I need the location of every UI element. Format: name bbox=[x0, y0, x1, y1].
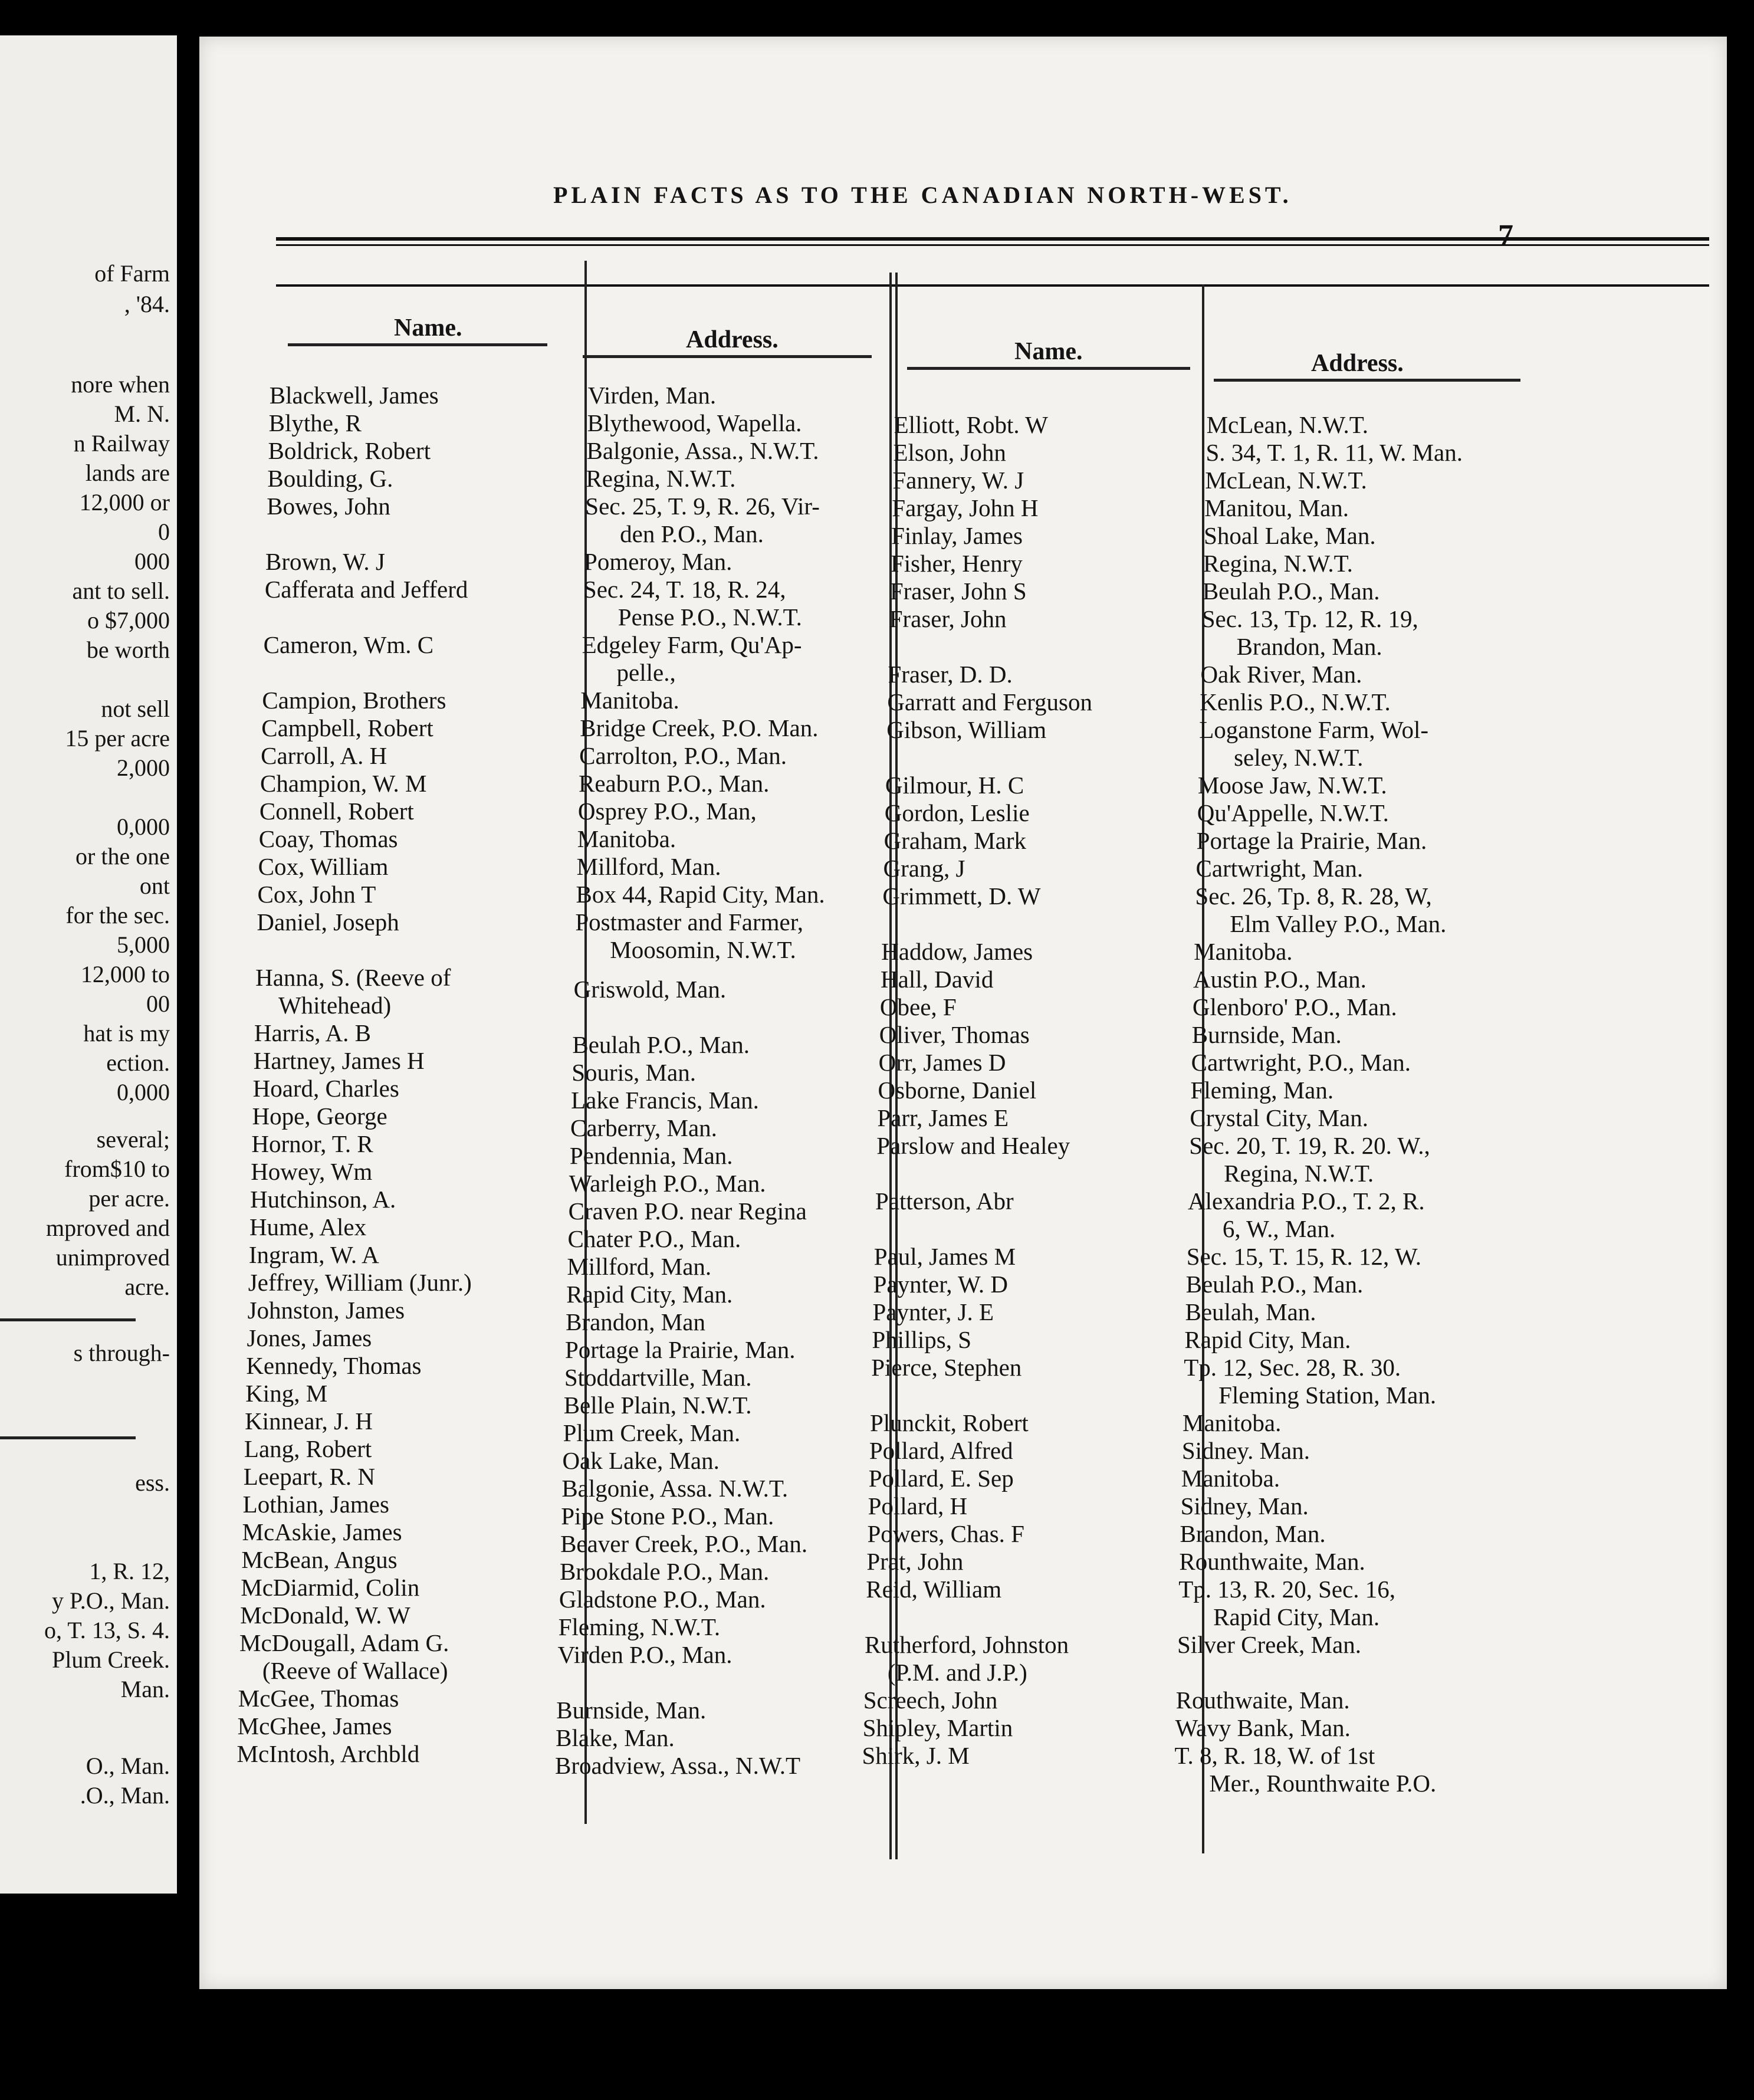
entry-name: Obee, F bbox=[879, 993, 957, 1021]
header-rule-thin bbox=[276, 244, 1709, 246]
facing-page-fragment bbox=[0, 35, 177, 1894]
entry-name: Shipley, Martin bbox=[862, 1714, 1013, 1741]
entry-name: Finlay, James bbox=[891, 522, 1023, 549]
entry-name: Johnston, James bbox=[247, 1297, 405, 1324]
entry-name: Kinnear, J. H bbox=[245, 1407, 373, 1435]
facing-page-text: or the one bbox=[75, 843, 170, 869]
document-page bbox=[199, 37, 1727, 1989]
facing-page-text: M. N. bbox=[114, 401, 170, 427]
facing-page-text: y P.O., Man. bbox=[51, 1587, 170, 1614]
entry-address: Moose Jaw, N.W.T. bbox=[1197, 772, 1387, 799]
entry-name: Hoard, Charles bbox=[252, 1075, 399, 1102]
entry-address: Tp. 12, Sec. 28, R. 30. bbox=[1184, 1354, 1401, 1381]
facing-page-text: ant to sell. bbox=[72, 578, 170, 604]
entry-name: Grimmett, D. W bbox=[882, 882, 1041, 910]
entry-address: Osprey P.O., Man, bbox=[577, 798, 757, 825]
entry-address: Silver Creek, Man. bbox=[1177, 1631, 1361, 1658]
entry-address: Sec. 20, T. 19, R. 20. W., bbox=[1189, 1132, 1430, 1159]
entry-address: Pense P.O., N.W.T. bbox=[617, 603, 802, 631]
col-head-address-left: Address. bbox=[686, 326, 779, 353]
facing-page-text: Plum Creek. bbox=[52, 1646, 170, 1673]
entry-name: Hume, Alex bbox=[249, 1213, 367, 1241]
entry-address: Pipe Stone P.O., Man. bbox=[561, 1502, 774, 1530]
entry-name: Coay, Thomas bbox=[258, 825, 398, 852]
entry-address: Austin P.O., Man. bbox=[1193, 966, 1367, 993]
entry-name: Patterson, Abr bbox=[875, 1187, 1014, 1215]
entry-address: Qu'Appelle, N.W.T. bbox=[1197, 799, 1389, 826]
entry-address: Burnside, Man. bbox=[556, 1697, 707, 1724]
entry-address: Warleigh P.O., Man. bbox=[569, 1170, 766, 1197]
entry-address: Beaver Creek, P.O., Man. bbox=[560, 1530, 808, 1557]
entry-address: Portage la Prairie, Man. bbox=[1196, 827, 1427, 854]
entry-name: Connell, Robert bbox=[259, 798, 414, 825]
entry-name: Fargay, John H bbox=[892, 494, 1039, 521]
facing-page-text: for the sec. bbox=[65, 902, 170, 928]
facing-page-text: of Farm bbox=[94, 260, 170, 287]
entry-address: Beulah P.O., Man. bbox=[572, 1031, 750, 1058]
entry-address: Stoddartville, Man. bbox=[564, 1364, 752, 1391]
facing-page-text: .O., Man. bbox=[80, 1782, 170, 1809]
entry-name: Hanna, S. (Reeve of bbox=[255, 964, 451, 991]
entry-address: Beulah P.O., Man. bbox=[1185, 1271, 1364, 1298]
facing-page-text: ess. bbox=[135, 1469, 170, 1496]
facing-page-text: lands are bbox=[85, 460, 170, 486]
entry-address: Edgeley Farm, Qu'Ap- bbox=[582, 631, 802, 658]
entry-address: Wavy Bank, Man. bbox=[1175, 1714, 1351, 1741]
facing-page-text: unimproved bbox=[55, 1244, 170, 1271]
entry-address: Millford, Man. bbox=[567, 1253, 712, 1280]
entry-name: Parslow and Healey bbox=[876, 1132, 1070, 1159]
entry-address: Millford, Man. bbox=[576, 853, 721, 880]
entry-address: Regina, N.W.T. bbox=[586, 465, 736, 492]
entry-name: Ingram, W. A bbox=[248, 1241, 379, 1268]
entry-address: Gladstone P.O., Man. bbox=[559, 1586, 766, 1613]
entry-address: Oak River, Man. bbox=[1200, 661, 1362, 688]
entry-name: Shirk, J. M bbox=[862, 1742, 970, 1769]
entry-name: Hutchinson, A. bbox=[250, 1186, 396, 1213]
column-head-rule bbox=[276, 284, 1709, 287]
entry-name: Bowes, John bbox=[267, 493, 390, 520]
entry-name: McGee, Thomas bbox=[238, 1685, 399, 1712]
entry-address: Moosomin, N.W.T. bbox=[610, 936, 796, 963]
entry-name: Gibson, William bbox=[886, 716, 1047, 743]
facing-page-text: n Railway bbox=[73, 430, 170, 457]
entry-name: Lothian, James bbox=[242, 1491, 389, 1518]
entry-address: Kenlis P.O., N.W.T. bbox=[1200, 688, 1391, 716]
entry-address: Reaburn P.O., Man. bbox=[579, 770, 770, 797]
entry-address: Plum Creek, Man. bbox=[563, 1419, 741, 1446]
entry-name: King, M bbox=[245, 1380, 328, 1407]
entry-name: Gordon, Leslie bbox=[884, 799, 1030, 826]
entry-name: Campion, Brothers bbox=[262, 687, 446, 714]
entry-name: Fraser, John S bbox=[889, 578, 1027, 605]
entry-name: McDonald, W. W bbox=[240, 1602, 410, 1629]
facing-page-text: 000 bbox=[134, 548, 170, 575]
entry-address: Burnside, Man. bbox=[1191, 1021, 1342, 1048]
facing-page-text: mproved and bbox=[46, 1215, 170, 1241]
entry-address: Fleming, N.W.T. bbox=[558, 1613, 721, 1640]
entry-name: Orr, James D bbox=[878, 1049, 1006, 1076]
entry-name: Graham, Mark bbox=[883, 827, 1027, 854]
entry-address: Rapid City, Man. bbox=[1184, 1326, 1351, 1353]
entry-name: Fraser, John bbox=[889, 605, 1007, 632]
entry-address: Cartwright, P.O., Man. bbox=[1191, 1049, 1411, 1076]
entry-address: den P.O., Man. bbox=[620, 520, 764, 547]
facing-page-text: 5,000 bbox=[117, 931, 170, 958]
entry-name: Blythe, R bbox=[268, 409, 362, 437]
entry-address: Manitoba. bbox=[580, 687, 679, 714]
facing-page-text: 0 bbox=[158, 519, 170, 545]
entry-name: Cox, William bbox=[258, 853, 389, 880]
entry-name: Pollard, Alfred bbox=[869, 1437, 1013, 1464]
entry-name: (P.M. and J.P.) bbox=[887, 1659, 1027, 1686]
facing-page-text: per acre. bbox=[88, 1185, 170, 1212]
entry-address: Elm Valley P.O., Man. bbox=[1230, 910, 1447, 937]
entry-name: Boldrick, Robert bbox=[268, 437, 431, 464]
entry-address: McLean, N.W.T. bbox=[1205, 467, 1367, 494]
facing-page-text: acre. bbox=[124, 1274, 170, 1300]
entry-address: Lake Francis, Man. bbox=[571, 1087, 759, 1114]
entry-name: (Reeve of Wallace) bbox=[262, 1657, 448, 1684]
entry-address: Sidney. Man. bbox=[1181, 1437, 1310, 1464]
entry-address: Fleming, Man. bbox=[1190, 1077, 1334, 1104]
entry-address: Griswold, Man. bbox=[573, 976, 727, 1003]
entry-address: Blythewood, Wapella. bbox=[587, 409, 802, 437]
entry-name: Howey, Wm bbox=[251, 1158, 373, 1185]
entry-address: Manitoba. bbox=[1182, 1409, 1282, 1436]
entry-address: Postmaster and Farmer, bbox=[575, 908, 803, 936]
entry-address: Virden, Man. bbox=[587, 382, 717, 409]
entry-name: Cameron, Wm. C bbox=[263, 631, 434, 658]
entry-address: T. 8, R. 18, W. of 1st bbox=[1174, 1742, 1375, 1769]
page-number: 7 bbox=[1498, 219, 1513, 252]
entry-address: Craven P.O. near Regina bbox=[568, 1197, 807, 1225]
entry-name: McBean, Angus bbox=[241, 1546, 398, 1573]
facing-page-text: Man. bbox=[120, 1676, 170, 1702]
entry-name: Kennedy, Thomas bbox=[246, 1352, 422, 1379]
entry-name: Pollard, H bbox=[868, 1492, 968, 1520]
entry-address: Tp. 13, R. 20, Sec. 16, bbox=[1178, 1576, 1396, 1603]
entry-address: S. 34, T. 1, R. 11, W. Man. bbox=[1206, 439, 1463, 466]
entry-name: McGhee, James bbox=[237, 1712, 392, 1740]
entry-name: Reid, William bbox=[866, 1576, 1002, 1603]
entry-address: McLean, N.W.T. bbox=[1206, 411, 1368, 438]
facing-page-text: 0,000 bbox=[117, 813, 170, 840]
entry-address: Bridge Creek, P.O. Man. bbox=[580, 714, 819, 741]
facing-page-text: 15 per acre bbox=[65, 725, 170, 752]
entry-address: Routhwaite, Man. bbox=[1175, 1686, 1350, 1714]
entry-name: McDougall, Adam G. bbox=[239, 1629, 449, 1656]
entry-name: Prat, John bbox=[866, 1548, 964, 1575]
entry-name: Garratt and Ferguson bbox=[887, 688, 1092, 716]
facing-page-text: o $7,000 bbox=[87, 607, 170, 634]
facing-page-text: 2,000 bbox=[117, 754, 170, 781]
entry-name: Parr, James E bbox=[877, 1104, 1009, 1131]
entry-address: Balgonie, Assa., N.W.T. bbox=[586, 437, 819, 464]
entry-address: Rapid City, Man. bbox=[566, 1281, 733, 1308]
entry-name: Champion, W. M bbox=[260, 770, 427, 797]
entry-address: Sec. 13, Tp. 12, R. 19, bbox=[1201, 605, 1418, 632]
entry-name: Powers, Chas. F bbox=[867, 1520, 1024, 1547]
entry-name: Osborne, Daniel bbox=[878, 1077, 1037, 1104]
entry-name: Hall, David bbox=[881, 966, 994, 993]
entry-name: Jones, James bbox=[247, 1324, 372, 1351]
entry-name: Campbell, Robert bbox=[261, 714, 433, 741]
entry-address: Brandon, Man bbox=[566, 1308, 705, 1336]
col-head-address-right: Address. bbox=[1311, 350, 1404, 377]
entry-address: Glenboro' P.O., Man. bbox=[1192, 993, 1397, 1021]
entry-address: Souris, Man. bbox=[571, 1059, 696, 1086]
entry-address: Shoal Lake, Man. bbox=[1204, 522, 1376, 549]
entry-name: Fisher, Henry bbox=[890, 550, 1023, 577]
entry-name: Leepart, R. N bbox=[243, 1463, 375, 1490]
entry-address: seley, N.W.T. bbox=[1234, 744, 1364, 771]
facing-page-text: , '84. bbox=[124, 291, 170, 317]
entry-name: McDiarmid, Colin bbox=[241, 1574, 420, 1601]
entry-name: Cox, John T bbox=[257, 881, 376, 908]
entry-name: McIntosh, Archbld bbox=[237, 1740, 420, 1767]
entry-address: Rapid City, Man. bbox=[1213, 1603, 1380, 1630]
facing-page-text: o, T. 13, S. 4. bbox=[44, 1617, 170, 1643]
entry-name: Paul, James M bbox=[873, 1243, 1016, 1270]
entry-name: Screech, John bbox=[863, 1686, 998, 1714]
facing-page-text: not sell bbox=[101, 695, 170, 722]
entry-address: Carrolton, P.O., Man. bbox=[579, 742, 787, 769]
entry-address: Manitou, Man. bbox=[1204, 494, 1349, 521]
facing-page-text: s through- bbox=[73, 1340, 170, 1366]
entry-name: Blackwell, James bbox=[269, 382, 439, 409]
facing-page-text: 1, R. 12, bbox=[89, 1558, 170, 1584]
entry-address: pelle., bbox=[616, 659, 676, 686]
entry-name: Rutherford, Johnston bbox=[864, 1631, 1069, 1658]
facing-page-text: hat is my bbox=[83, 1020, 170, 1046]
entry-address: Brandon, Man. bbox=[1180, 1520, 1326, 1547]
entry-address: Manitoba. bbox=[1181, 1465, 1280, 1492]
facing-page-text: 0,000 bbox=[117, 1079, 170, 1105]
entry-name: Elliott, Robt. W bbox=[894, 411, 1048, 438]
entry-address: Oak Lake, Man. bbox=[562, 1447, 720, 1474]
entry-name: Fannery, W. J bbox=[892, 467, 1024, 494]
entry-address: Sec. 24, T. 18, R. 24, bbox=[583, 576, 786, 603]
entry-address: Chater P.O., Man. bbox=[567, 1225, 741, 1252]
entry-name: Carroll, A. H bbox=[261, 742, 387, 769]
entry-name: Gilmour, H. C bbox=[885, 772, 1024, 799]
entry-address: Regina, N.W.T. bbox=[1224, 1160, 1374, 1187]
entry-address: Broadview, Assa., N.W.T bbox=[555, 1752, 801, 1779]
facing-page-text: ont bbox=[139, 872, 170, 899]
facing-page-text: from$10 to bbox=[64, 1156, 170, 1182]
entry-address: Sec. 25, T. 9, R. 26, Vir- bbox=[585, 493, 820, 520]
entry-address: Fleming Station, Man. bbox=[1218, 1382, 1437, 1409]
entry-address: Brandon, Man. bbox=[1236, 633, 1382, 660]
entry-address: Blake, Man. bbox=[556, 1724, 675, 1751]
col-head-name-left: Name. bbox=[394, 314, 462, 342]
facing-page-text: several; bbox=[96, 1126, 170, 1153]
entry-name: Oliver, Thomas bbox=[879, 1021, 1030, 1048]
facing-page-text: be worth bbox=[86, 636, 170, 663]
entry-name: Whitehead) bbox=[278, 992, 392, 1019]
entry-name: Hartney, James H bbox=[253, 1047, 425, 1074]
entry-name: Cafferata and Jefferd bbox=[264, 576, 468, 603]
entry-name: Brown, W. J bbox=[265, 548, 385, 575]
entry-address: Cartwright, Man. bbox=[1195, 855, 1364, 882]
entry-address: Balgonie, Assa. N.W.T. bbox=[561, 1475, 789, 1502]
entry-name: Jeffrey, William (Junr.) bbox=[248, 1269, 472, 1296]
header-rule bbox=[276, 237, 1709, 241]
facing-page-text: 12,000 to bbox=[80, 961, 170, 987]
entry-address: Manitoba. bbox=[577, 825, 676, 852]
entry-name: Paynter, J. E bbox=[872, 1298, 994, 1325]
entry-name: Daniel, Joseph bbox=[257, 908, 399, 936]
entry-address: Sidney, Man. bbox=[1180, 1492, 1309, 1520]
facing-page-text: 00 bbox=[146, 990, 170, 1017]
facing-page-text: nore when bbox=[71, 371, 170, 398]
entry-name: Plunckit, Robert bbox=[869, 1409, 1029, 1436]
entry-name: McAskie, James bbox=[242, 1518, 402, 1546]
facing-page-text: O., Man. bbox=[86, 1753, 170, 1779]
entry-address: Loganstone Farm, Wol- bbox=[1199, 716, 1428, 743]
running-header: PLAIN FACTS AS TO THE CANADIAN NORTH-WEST. bbox=[553, 182, 1292, 208]
entry-address: Sec. 15, T. 15, R. 12, W. bbox=[1186, 1243, 1421, 1270]
entry-address: Beulah P.O., Man. bbox=[1202, 578, 1380, 605]
entry-address: Portage la Prairie, Man. bbox=[564, 1336, 796, 1363]
entry-address: Manitoba. bbox=[1194, 938, 1293, 965]
entry-name: Haddow, James bbox=[881, 938, 1033, 965]
entry-name: Grang, J bbox=[883, 855, 965, 882]
entry-address: Box 44, Rapid City, Man. bbox=[576, 881, 825, 908]
entry-address: Rounthwaite, Man. bbox=[1179, 1548, 1365, 1575]
entry-address: Virden P.O., Man. bbox=[557, 1641, 733, 1668]
entry-name: Fraser, D. D. bbox=[888, 661, 1013, 688]
entry-name: Paynter, W. D bbox=[873, 1271, 1009, 1298]
entry-name: Hornor, T. R bbox=[251, 1130, 373, 1157]
entry-address: Beulah, Man. bbox=[1185, 1298, 1316, 1325]
entry-name: Harris, A. B bbox=[254, 1019, 371, 1046]
entry-name: Pierce, Stephen bbox=[871, 1354, 1022, 1381]
entry-name: Boulding, G. bbox=[267, 465, 393, 492]
entry-name: Elson, John bbox=[893, 439, 1006, 466]
entry-address: Alexandria P.O., T. 2, R. bbox=[1188, 1187, 1425, 1215]
entry-address: Belle Plain, N.W.T. bbox=[563, 1392, 752, 1419]
entry-name: Pollard, E. Sep bbox=[868, 1465, 1014, 1492]
facing-page-text: 12,000 or bbox=[79, 489, 170, 516]
facing-page-text: ection. bbox=[106, 1049, 170, 1076]
entry-address: Mer., Rounthwaite P.O. bbox=[1209, 1770, 1437, 1797]
entry-name: Phillips, S bbox=[872, 1326, 971, 1353]
entry-address: 6, W., Man. bbox=[1222, 1215, 1336, 1242]
entry-address: Pomeroy, Man. bbox=[584, 548, 733, 575]
entry-address: Carberry, Man. bbox=[570, 1114, 717, 1141]
entry-address: Crystal City, Man. bbox=[1190, 1104, 1368, 1131]
col-head-name-right: Name. bbox=[1014, 338, 1083, 365]
entry-name: Lang, Robert bbox=[244, 1435, 372, 1462]
entry-address: Pendennia, Man. bbox=[569, 1142, 733, 1169]
entry-address: Brookdale P.O., Man. bbox=[559, 1558, 770, 1585]
entry-address: Regina, N.W.T. bbox=[1203, 550, 1353, 577]
entry-address: Sec. 26, Tp. 8, R. 28, W, bbox=[1195, 882, 1432, 910]
entry-name: Hope, George bbox=[252, 1102, 387, 1130]
